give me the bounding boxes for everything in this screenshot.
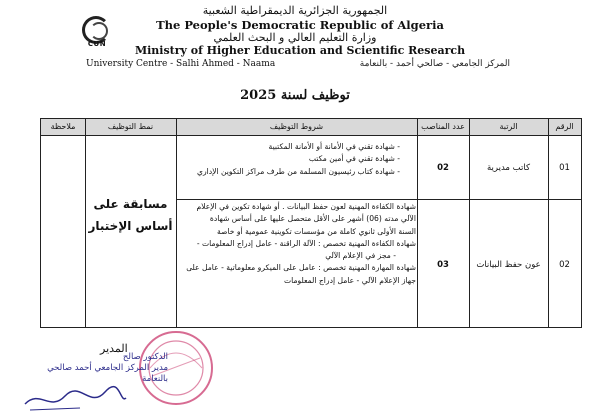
header-method: نمط التوظيف <box>85 119 176 136</box>
university-logo <box>78 14 116 48</box>
stamp-line: مدير المركز الجامعي أحمد صالحي <box>47 363 168 373</box>
stamp-line: بالنعامة <box>142 374 168 384</box>
grid-line <box>417 119 418 327</box>
grid-line <box>85 119 86 327</box>
header-conditions: شروط التوظيف <box>176 119 417 136</box>
header-num: الرقم <box>548 119 581 136</box>
row-divider <box>176 199 581 200</box>
row1-rank: كاتب مديرية <box>486 163 531 173</box>
condition-line: الآلي مدته (06) أشهر على الأقل متحصل عليها على أساس شهادة <box>209 214 416 224</box>
grid-line <box>176 119 177 327</box>
director-title: المدير <box>100 342 128 355</box>
signature-stamp <box>18 352 168 385</box>
condition-line: شهادة الكفاءة المهنية تخصص : الآلة الراقنة - عامل إدراج المعلومات - <box>196 238 416 248</box>
republic-english: The People's Democratic Republic of Algeria <box>156 18 444 32</box>
row2-conditions <box>178 201 416 287</box>
condition-item: - شهادة كتاب رئيسيون المسلمة من طرف مراكز التكوين الإداري <box>178 166 400 178</box>
handwritten-signature <box>20 384 130 414</box>
condition-line: السنة الأولى ثانوي كاملة من مؤسسات تكوينية عمومية أو خاصة <box>216 226 416 236</box>
university-english: University Centre - Salhi Ahmed - Naama <box>86 59 276 69</box>
ministry-english: Ministry of Higher Education and Scientific Research <box>134 44 466 57</box>
condition-line: جهاز الإعلام الآلي - عامل إدراج المعلومات <box>284 275 416 285</box>
republic-arabic: الجمهورية الجزائرية الديمقراطية الشعبية <box>202 4 388 17</box>
header-rank: الرتبة <box>469 119 548 136</box>
condition-item: - شهادة تقني في أمين مكتب <box>178 153 400 165</box>
header-posts: عدد المناصب <box>417 119 469 136</box>
row1-posts: 02 <box>437 163 449 173</box>
stamp-line: الدكتور صالح <box>122 352 168 362</box>
logo-text: CUN <box>87 40 107 48</box>
row1-conditions <box>178 141 414 178</box>
ministry-arabic: وزارة التعليم العالي و البحث العلمي <box>213 31 377 44</box>
condition-item: - شهادة تقني في الأمانة أو الأمانة المكتبية <box>178 141 400 153</box>
grid-line <box>469 119 470 327</box>
logo-ring-inner <box>90 22 108 40</box>
recruitment-table <box>40 118 582 328</box>
row1-num: 01 <box>559 163 570 173</box>
condition-line: شهادة الكفاءة المهنية لعون حفظ البيانات . أو شهادة تكوين في الإعلام <box>196 202 416 211</box>
row2-rank: عون حفظ البيانات <box>476 260 541 270</box>
row2-num: 02 <box>559 260 570 270</box>
header-notes: ملاحظة <box>41 119 85 136</box>
row2-posts: 03 <box>437 260 449 270</box>
grid-line <box>548 119 549 327</box>
recruitment-method: مسابقة على أساس الإختبار <box>88 197 173 233</box>
page-title: توظيف لسنة 2025 <box>240 88 350 103</box>
university-arabic: المركز الجامعي - صالحي أحمد - بالنعامة <box>359 59 510 69</box>
condition-line: شهادة المهارة المهنية تخصص : عامل على الميكرو معلوماتية - عامل على <box>186 263 416 273</box>
condition-line: - مجز في الإعلام الآلي <box>325 251 396 261</box>
